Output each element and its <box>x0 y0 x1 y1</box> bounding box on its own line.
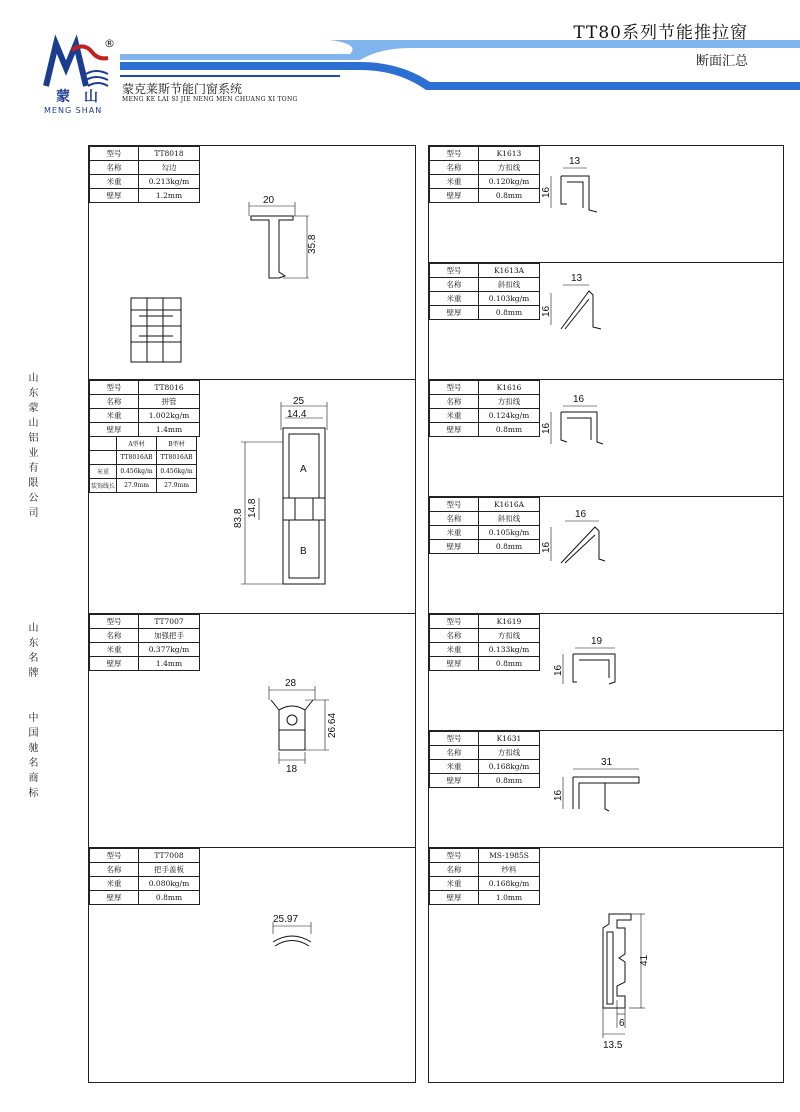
dim-label: 41 <box>639 954 650 966</box>
logo-text-cn: 蒙山 <box>56 89 112 105</box>
document-title: TT80系列节能推拉窗 <box>573 23 748 43</box>
panel-k1616 <box>428 379 784 497</box>
profile-drawing <box>549 628 649 698</box>
profile-drawing <box>537 503 627 573</box>
sidebar-company: 山东蒙山铝业有限公司 <box>26 372 37 522</box>
dim-label: 19 <box>591 636 603 647</box>
panel-k1616a <box>428 496 784 614</box>
panel-k1613a <box>428 262 784 380</box>
dim-label: 20 <box>263 195 275 206</box>
dim-label: 31 <box>601 757 613 768</box>
dim-label: 13 <box>569 156 581 167</box>
company-name-cn: 蒙克莱斯节能门窗系统 <box>122 82 243 96</box>
assembly-sketch <box>129 296 189 366</box>
spec-table: 型号 K1616A 名称 斜扣线 米重 0.105kg/m 壁厚 0.8mm <box>429 497 540 554</box>
spec-table: 型号 K1613A 名称 斜扣线 米重 0.103kg/m 壁厚 0.8mm <box>429 263 540 320</box>
logo-text-en: MENG SHAN <box>44 106 103 115</box>
dim-label: 6 <box>619 1018 625 1029</box>
profile-drawing <box>229 390 339 600</box>
dim-label: 16 <box>553 664 564 676</box>
profile-drawing <box>537 152 617 222</box>
sidebar-brand: 山东名牌 <box>26 622 37 682</box>
spec-table: 型号 K1631 名称 方扣线 米重 0.168kg/m 壁厚 0.8mm <box>429 731 540 788</box>
section-a-label: A <box>300 464 307 475</box>
dim-label: 16 <box>541 541 552 553</box>
section-b-label: B <box>300 546 307 557</box>
profile-drawing <box>239 194 359 334</box>
panel-tt7007 <box>88 613 416 848</box>
dim-label: 14.4 <box>287 409 307 420</box>
spec-table: 型号 K1613 名称 方扣线 米重 0.120kg/m 壁厚 0.8mm <box>429 146 540 203</box>
registered-mark: ® <box>104 37 115 50</box>
panel-ms1985s <box>428 847 784 1083</box>
dim-label: 16 <box>541 305 552 317</box>
dim-label: 13 <box>571 273 583 284</box>
dim-label: 16 <box>541 422 552 434</box>
document-subtitle: 断面汇总 <box>695 54 748 69</box>
dim-label: 16 <box>575 509 587 520</box>
dim-label: 18 <box>286 764 298 775</box>
spec-table: 型号 TT8018 名称 勾边 米重 0.213kg/m 壁厚 1.2mm <box>89 146 200 203</box>
panel-tt7008 <box>88 847 416 1083</box>
profile-drawing <box>259 674 369 774</box>
panel-k1613 <box>428 145 784 263</box>
panel-k1631 <box>428 730 784 848</box>
dim-label: 28 <box>285 678 297 689</box>
profile-drawing <box>265 908 345 958</box>
profile-drawing <box>537 386 627 456</box>
dim-label: 25.97 <box>273 914 299 925</box>
panel-tt8018 <box>88 145 416 380</box>
dim-label: 26.64 <box>327 712 338 738</box>
dim-label: 16 <box>541 186 552 198</box>
spec-table: 型号 K1616 名称 方扣线 米重 0.124kg/m 壁厚 0.8mm <box>429 380 540 437</box>
mengshan-logo <box>42 38 112 88</box>
profile-drawing <box>589 904 669 1074</box>
profile-drawing <box>537 269 617 339</box>
dim-label: 13.5 <box>603 1040 623 1051</box>
dim-label: 83.8 <box>233 508 244 528</box>
profile-drawing <box>549 749 669 829</box>
panel-tt8016 <box>88 379 416 614</box>
dim-label: 35.8 <box>307 234 318 254</box>
dim-label: 16 <box>553 789 564 801</box>
spec-table: 型号 TT7008 名称 把手盖板 米重 0.080kg/m 壁厚 0.8mm <box>89 848 200 905</box>
spec-table: 型号 MS-1985S 名称 纱料 米重 0.168kg/m 壁厚 1.0mm <box>429 848 540 905</box>
spec-table: 型号 TT8016 名称 拼管 米重 1.002kg/m 壁厚 1.4mm <box>89 380 200 437</box>
spec-table: 型号 K1619 名称 方扣线 米重 0.133kg/m 壁厚 0.8mm <box>429 614 540 671</box>
company-name-en: MENG KE LAI SI JIE NENG MEN CHUANG XI TONG <box>122 96 298 103</box>
dim-label: 14.8 <box>247 498 258 518</box>
dim-label: 25 <box>293 396 305 407</box>
spec-table: 型号 TT7007 名称 加强把手 米重 0.377kg/m 壁厚 1.4mm <box>89 614 200 671</box>
sidebar-trademark: 中国驰名商标 <box>26 712 37 802</box>
dim-label: 16 <box>573 394 585 405</box>
panel-k1619 <box>428 613 784 731</box>
sub-spec-table: A型材 B型材 TT8016AB TT8016AB 米重 0.456kg/m 0.456kg/m 装饰线长 27.9mm 27.9mm <box>89 436 197 493</box>
